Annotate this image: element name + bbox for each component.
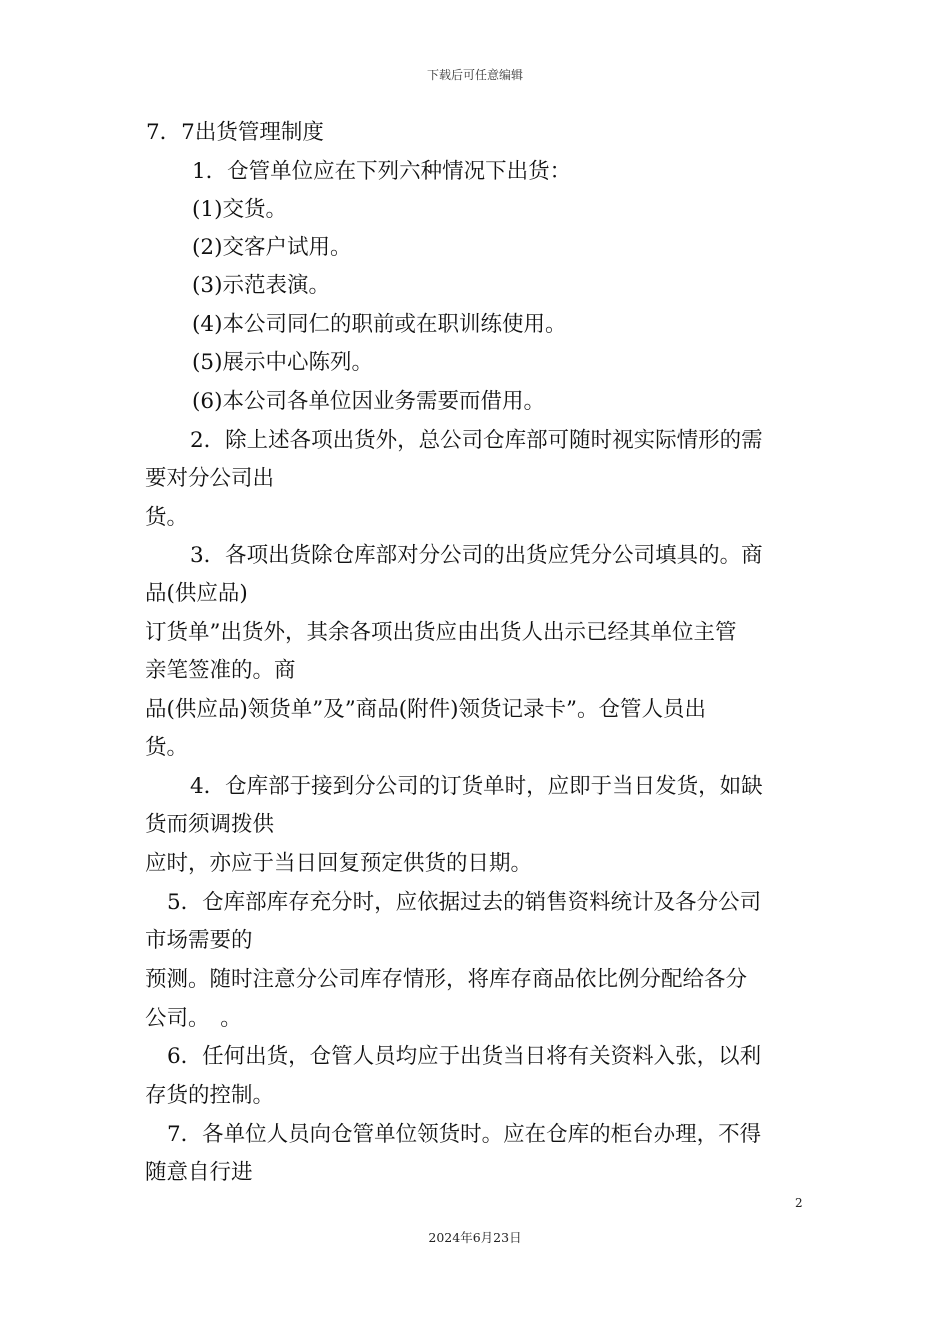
paragraph-line: 公司。 。 (145, 1006, 242, 1031)
paragraph-line: 货。 (145, 735, 189, 760)
paragraph-line: 随意自行进 (145, 1160, 253, 1185)
list-item: (2)交客户试用。 (192, 235, 352, 260)
paragraph-line: 1．仓管单位应在下列六种情况下出货： (192, 159, 572, 184)
paragraph-line: 3．各项出货除仓库部对分公司的出货应凭分公司填具的。商 (190, 543, 763, 568)
paragraph-line: 6．任何出货，仓管人员均应于出货当日将有关资料入张，以利 (167, 1044, 762, 1069)
list-item: (1)交货。 (192, 197, 287, 222)
paragraph-line: 货。 (145, 505, 189, 530)
paragraph-line: 4．仓库部于接到分公司的订货单时，应即于当日发货，如缺 (190, 774, 763, 799)
section-heading: 7．7出货管理制度 (146, 120, 324, 145)
paragraph-line: 订货单”出货外，其余各项出货应由出货人出示已经其单位主管 (145, 620, 737, 645)
paragraph-line: 品(供应品)领货单”及”商品(附件)领货记录卡”。仓管人员出 (145, 697, 707, 722)
paragraph-line: 亲笔签准的。商 (145, 658, 296, 683)
paragraph-line: 7．各单位人员向仓管单位领货时。应在仓库的柜台办理，不得 (167, 1122, 762, 1147)
paragraph-line: 应时，亦应于当日回复预定供货的日期。 (145, 851, 533, 876)
list-item: (4)本公司同仁的职前或在职训练使用。 (192, 312, 567, 337)
paragraph-line: 品(供应品) (145, 581, 248, 606)
list-item: (3)示范表演。 (192, 273, 330, 298)
page-header: 下载后可任意编辑 (426, 68, 523, 82)
paragraph-line: 要对分公司出 (145, 466, 275, 491)
page-number: 2 (795, 1196, 803, 1210)
paragraph-line: 市场需要的 (145, 928, 253, 953)
list-item: (6)本公司各单位因业务需要而借用。 (192, 389, 545, 414)
page-footer-date: 2024年6月23日 (428, 1230, 522, 1245)
paragraph-line: 货而须调拨供 (145, 812, 275, 837)
paragraph-line: 存货的控制。 (145, 1083, 275, 1108)
paragraph-line: 5．仓库部库存充分时，应依据过去的销售资料统计及各分公司 (167, 890, 762, 915)
list-item: (5)展示中心陈列。 (192, 350, 373, 375)
paragraph-line: 预测。随时注意分公司库存情形，将库存商品依比例分配给各分 (145, 967, 748, 992)
paragraph-line: 2．除上述各项出货外，总公司仓库部可随时视实际情形的需 (190, 428, 763, 453)
